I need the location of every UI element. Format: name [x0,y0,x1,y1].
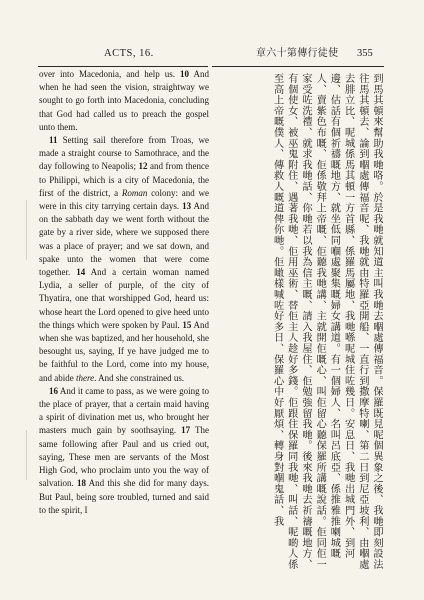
chinese-text-segment: 佢勉強留我哋。 [299,375,311,452]
chinese-text-column [213,73,383,573]
chinese-text-segment: 後來我哋去祈禱嘅地方、 [299,451,311,570]
verse-number: 15 [182,319,192,330]
chinese-text-segment: 就坐低同嗰處聚集嘅婦女講道。 [328,202,340,354]
chinese-text-segment: 係羅馬屬地、我哋喺呢城住咗幾日。 [342,245,354,419]
running-head-book: ACTS, 16. [104,48,154,59]
chinese-text-segment: 你哋若以我為信主嘅、請入我屋住、 [299,202,311,376]
chinese-text-segment: 到馬其頓來幫助我哋咯。 [371,73,382,192]
edge-mark [26,200,27,260]
verse-number: 14 [76,267,86,278]
chinese-text-segment: 由嗰處去腓立比、呢城係馬其頓一方首縣、 [342,73,368,570]
chinese-text-segment: 佢噉樣喊咗好多日、保羅心中好厭煩、 [271,256,283,441]
verse-number: 18 [76,478,86,489]
header-rule-right [212,66,384,67]
verse-text: And when he had seen the vision, straightway we sought to go forth into Macedonia, concluding that God had called us to preach the gospel unto them. [39,69,209,132]
chinese-text-segment: 我哋就由特羅亞開船、一直行到撒摩特喇、第二日到尼亞坡利、 [356,235,368,538]
verse-text: . And she constrained us. [94,372,185,383]
verse-text: over into Macedonia, and help us. [39,69,180,79]
verse-number: 12 [138,161,148,172]
verse-text: colony: and we were in this city tarrying certain days. [39,187,209,212]
verse-text: And when she was baptized, and her household, she besought us, saying, If ye have judged me to be faithful to the Lord, come into my house, and abide [39,319,209,383]
italic-word: Roman [121,187,148,198]
verse-text: And this she did for many days. But Paul, being sore troubled, turned and said to the spirit, I [39,478,209,515]
verse-text: And on the sabbath day we went forth without the gate by a river side, where we supposed there was a place of prayer; and we sat down, and spake unto the women that were come together. [39,201,209,278]
verse-text: The same following after Paul and us cried out, saying, These men are servants of the Most High God, who proclaim unto you the way of salvation. [39,425,209,489]
english-text-column [39,68,209,576]
running-head-chinese-title: 章六十第傳行徒使 [256,48,339,59]
english-paragraph [39,68,209,134]
chinese-text-segment: 佢同佢一家受咗洗禮、就求我哋話、 [299,73,326,570]
verse-text: And it came to pass, as we were going to the place of prayer, that a certain maid having a spirit of divination met us, who brought her masters much gain by soothsaying. [39,385,209,436]
verse-text: And a certain woman named Lydia, a seller of purple, of the city of Thyatira, one that worshipped God, heard us: whose heart the Lord opened to give heed unto the things which were spoken by Paul. [39,267,209,330]
chinese-text-segment: 佢聽我哋講、主就開佢嘅心、叫佢留心聽保羅所講嘅說話。 [314,245,326,527]
verse-number: 16 [49,385,58,396]
verse-text: and from thence to Philippi, which is a city of Macedonia, the first of the district, a [39,161,209,198]
chinese-text-segment: 有個使女、被巫鬼附住、遇著我哋、 [285,73,297,246]
chinese-text-segment: 保羅既見呢個異象之後、我哋即刻設法往馬其頓去、 [356,73,382,570]
verse-number: 13 [182,201,192,212]
verse-text: Setting sail therefore from Troas, we made a straight course to Samothrace, and the day following to Neapolis; [39,135,209,172]
chinese-text-segment: 賣紫色布嘅、佢係敬拜上帝嘅、 [314,94,326,246]
verse-number: 17 [181,425,191,436]
chinese-text-segment: 安息日、我哋出城門外、到河邊、估話有個祈禱嘅地方、 [328,73,354,560]
chinese-text-segment: 於是我哋就知道主叫我哋去嗰處傳福音。 [371,191,382,387]
italic-word: there [75,372,95,383]
chinese-text-segment: 呢啲人係至高上帝嘅僕人、 [271,73,297,570]
edge-mark [26,430,27,480]
chinese-text-segment: 論到嗰處傳福音呢、 [356,137,368,236]
english-paragraph [39,385,209,517]
verse-number: 10 [179,69,189,79]
page-number: 355 [357,48,373,59]
chinese-text-segment: 轉身對嗰鬼話、我 [271,440,283,527]
header-rule-left [38,66,208,67]
chinese-text-segment: 佢用巫術、替佢主人趁好多錢。 [285,245,297,398]
english-paragraph [39,134,209,385]
chinese-text-segment: 傳救人嘅道俾你哋。 [271,159,283,257]
chinese-text-segment: 有一個婦人、名叫呂底亞、係推雅推喇城嘅人、 [314,73,340,560]
verse-number: 11 [49,135,58,146]
chinese-text-segment: 佢跟住保羅同我哋、叫話、 [285,397,297,527]
